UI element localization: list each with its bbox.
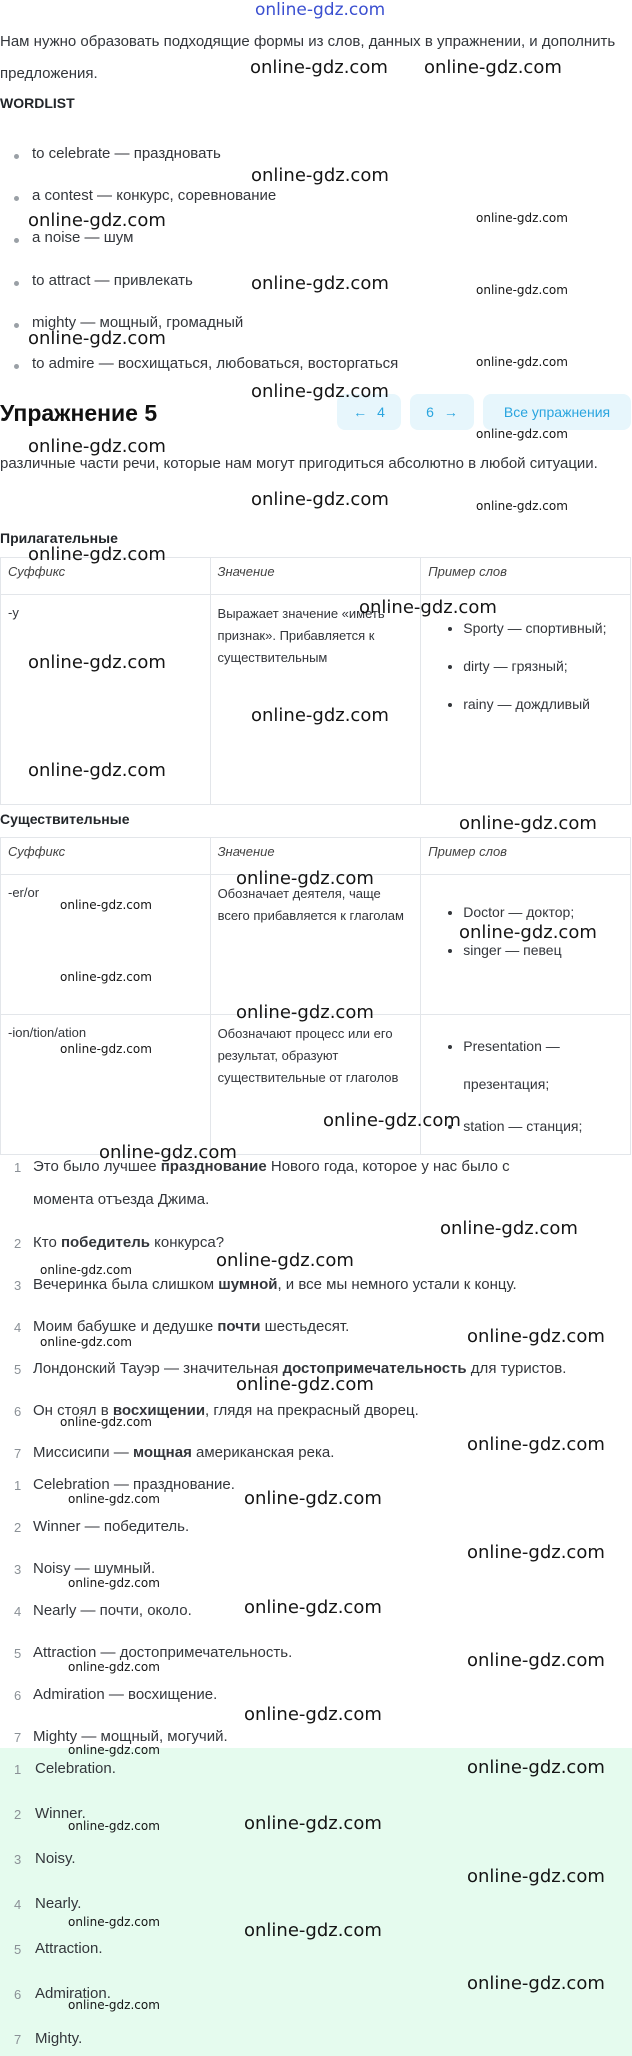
column-header: Пример слов [421, 838, 631, 875]
bullet [14, 238, 19, 243]
item-number: 2 [14, 1807, 22, 1822]
wordlist-item: mighty — мощный, громадный [32, 314, 244, 331]
arrow-left-icon: ← [353, 404, 368, 420]
watermark: online-gdz.com [28, 328, 166, 349]
watermark: online-gdz.com [244, 1920, 382, 1941]
bullet [14, 154, 19, 159]
watermark: online-gdz.com [251, 489, 389, 510]
watermark: online-gdz.com [68, 1743, 160, 1757]
meaning-cell: Обозначают процесс или его результат, образуют существительные от глаголов [210, 1015, 421, 1155]
answer: Celebration. [35, 1760, 116, 1777]
item-number: 5 [14, 1646, 22, 1661]
item-number: 1 [14, 1160, 22, 1175]
translation: Admiration — восхищение. [33, 1686, 218, 1703]
watermark: online-gdz.com [68, 1492, 160, 1506]
watermark: online-gdz.com [244, 1704, 382, 1725]
wordlist-item: to attract — привлекать [32, 272, 193, 289]
sentence-continuation: момента отъезда Джима. [33, 1191, 210, 1208]
sentence: Кто победитель конкурса? [33, 1234, 225, 1251]
example-item: • dirty — грязный; [463, 647, 623, 685]
item-number: 1 [14, 1478, 22, 1493]
exercise-title: Упражнение 5 [0, 400, 158, 426]
watermark: online-gdz.com [60, 970, 152, 984]
item-number: 4 [14, 1604, 22, 1619]
suffix-cell: -y [1, 595, 211, 805]
examples-cell [421, 595, 631, 805]
column-header: Значение [210, 558, 421, 595]
watermark: online-gdz.com [467, 1542, 605, 1563]
watermark: online-gdz.com [28, 760, 166, 781]
watermark: online-gdz.com [476, 355, 568, 369]
watermark: online-gdz.com [244, 1597, 382, 1618]
suffix-cell: -ion/tion/ation [1, 1015, 211, 1155]
sentence: Лондонский Тауэр — значительная достопримечательность для туристов. [33, 1360, 567, 1377]
bullet [14, 196, 19, 201]
nouns-title: Существительные [0, 811, 130, 827]
answer: Nearly. [35, 1895, 82, 1912]
next-exercise-label: 6 [426, 404, 434, 420]
watermark: online-gdz.com [28, 436, 166, 457]
watermark: online-gdz.com [99, 1142, 237, 1163]
item-number: 4 [14, 1897, 22, 1912]
sentence: Он стоял в восхищении, глядя на прекрасный дворец. [33, 1402, 419, 1419]
watermark: online-gdz.com [467, 1866, 605, 1887]
example-item: • station — станция; [463, 1107, 623, 1145]
watermark: online-gdz.com [236, 1374, 374, 1395]
item-number: 5 [14, 1942, 22, 1957]
wordlist-item: a noise — шум [32, 229, 134, 246]
item-number: 6 [14, 1688, 22, 1703]
watermark: online-gdz.com [251, 705, 389, 726]
wordlist-title: WORDLIST [0, 95, 75, 111]
item-number: 2 [14, 1236, 22, 1251]
item-number: 7 [14, 1446, 22, 1461]
watermark: online-gdz.com [60, 1042, 152, 1056]
sentence: Это было лучшее празднование Нового года, которое у нас было с [33, 1158, 510, 1175]
watermark: online-gdz.com [68, 1576, 160, 1590]
watermark: online-gdz.com [251, 381, 389, 402]
answer: Noisy. [35, 1850, 76, 1867]
meaning-cell: Выражает значение «иметь признак». Прибавляется к существительным [210, 595, 421, 805]
next-exercise-button[interactable] [410, 394, 474, 430]
watermark: online-gdz.com [476, 211, 568, 225]
sentence: Вечеринка была слишком шумной, и все мы немного устали к концу. [33, 1276, 517, 1293]
watermark: online-gdz.com [68, 1915, 160, 1929]
watermark: online-gdz.com [250, 57, 388, 78]
watermark: online-gdz.com [244, 1813, 382, 1834]
item-number: 7 [14, 1730, 22, 1745]
answer: Mighty. [35, 2030, 83, 2047]
example-item: • singer — певец [463, 931, 623, 969]
watermark: online-gdz.com [236, 868, 374, 889]
intro-text: Нам нужно образовать подходящие формы из слов, данных в упражнении, и дополнить предложения. [0, 33, 616, 82]
watermark: online-gdz.com [28, 210, 166, 231]
bullet [14, 364, 19, 369]
watermark: online-gdz.com [467, 1757, 605, 1778]
watermark: online-gdz.com [236, 1002, 374, 1023]
adjectives-title: Прилагательные [0, 530, 118, 546]
watermark: online-gdz.com [28, 652, 166, 673]
meaning-cell: Обозначает деятеля, чаще всего прибавляется к глаголам [210, 875, 421, 1015]
translation: Mighty — мощный, могучий. [33, 1728, 228, 1745]
column-header: Значение [210, 838, 421, 875]
translation: Nearly — почти, около. [33, 1602, 192, 1619]
item-number: 6 [14, 1987, 22, 2002]
example-item: • rainy — дождливый [463, 685, 623, 723]
item-number: 3 [14, 1278, 22, 1293]
sentence: Миссисипи — мощная американская река. [33, 1444, 335, 1461]
translation: Winner — победитель. [33, 1518, 190, 1535]
wordlist-item: to celebrate — праздновать [32, 145, 221, 162]
item-number: 4 [14, 1320, 22, 1335]
watermark: online-gdz.com [467, 1434, 605, 1455]
watermark: online-gdz.com [467, 1326, 605, 1347]
item-number: 6 [14, 1404, 22, 1419]
sentence: Моим бабушке и дедушке почти шестьдесят. [33, 1318, 350, 1335]
prev-exercise-label: 4 [377, 404, 385, 420]
item-number: 3 [14, 1562, 22, 1577]
translation: Celebration — празднование. [33, 1476, 235, 1493]
watermark: online-gdz.com [40, 1263, 132, 1277]
watermark: online-gdz.com [359, 597, 497, 618]
item-number: 1 [14, 1762, 22, 1777]
column-header: Пример слов [421, 558, 631, 595]
bullet [14, 323, 19, 328]
watermark: online-gdz.com [459, 813, 597, 834]
translation: Noisy — шумный. [33, 1560, 156, 1577]
item-number: 7 [14, 2032, 22, 2047]
watermark: online-gdz.com [476, 283, 568, 297]
suffix-cell: -er/or [1, 875, 211, 1015]
examples-cell [421, 1015, 631, 1155]
watermark: online-gdz.com [467, 1650, 605, 1671]
item-number: 5 [14, 1362, 22, 1377]
watermark: online-gdz.com [459, 922, 597, 943]
watermark: online-gdz.com [440, 1218, 578, 1239]
all-exercises-button[interactable]: Все упражнения [483, 394, 631, 430]
arrow-right-icon: → [443, 404, 458, 420]
watermark: online-gdz.com [68, 1998, 160, 2012]
example-item: • Sporty — спортивный; [463, 609, 623, 647]
wordlist-item: to admire — восхищаться, любоваться, восторгаться [32, 355, 399, 372]
watermark: online-gdz.com [323, 1110, 461, 1131]
watermark: online-gdz.com [60, 1415, 152, 1429]
example-item: • Doctor — доктор; [463, 893, 623, 931]
parts-of-speech-text: различные части речи, которые нам могут пригодиться абсолютно в любой ситуации. [0, 455, 598, 472]
watermark: online-gdz.com [424, 57, 562, 78]
item-number: 3 [14, 1852, 22, 1867]
examples-cell [421, 875, 631, 1015]
watermark: online-gdz.com [68, 1660, 160, 1674]
watermark: online-gdz.com [68, 1819, 160, 1833]
example-item: • Presentation — презентация; [463, 1027, 623, 1103]
watermark: online-gdz.com [216, 1250, 354, 1271]
answer: Admiration. [35, 1985, 111, 2002]
wordlist-item: a contest — конкурс, соревнование [32, 187, 277, 204]
watermark: online-gdz.com [251, 165, 389, 186]
watermark: online-gdz.com [467, 1973, 605, 1994]
translation: Attraction — достопримечательность. [33, 1644, 293, 1661]
watermark: online-gdz.com [476, 499, 568, 513]
watermark: online-gdz.com [40, 1335, 132, 1349]
watermark: online-gdz.com [251, 273, 389, 294]
watermark: online-gdz.com [28, 544, 166, 565]
watermark: online-gdz.com [476, 427, 568, 441]
watermark: online-gdz.com [244, 1488, 382, 1509]
answer: Attraction. [35, 1940, 103, 1957]
watermark-logo: online-gdz.com [255, 0, 386, 20]
column-header: Суффикс [1, 838, 211, 875]
answer: Winner. [35, 1805, 86, 1822]
item-number: 2 [14, 1520, 22, 1535]
watermark: online-gdz.com [60, 898, 152, 912]
column-header: Суффикс [1, 558, 211, 595]
bullet [14, 281, 19, 286]
